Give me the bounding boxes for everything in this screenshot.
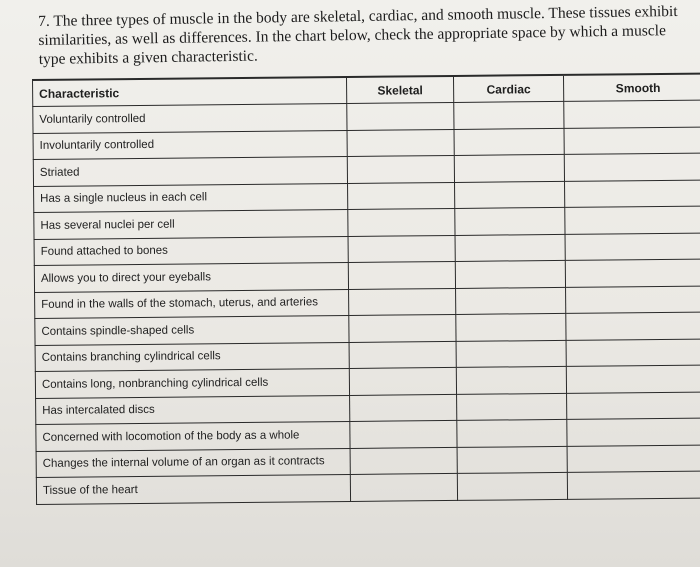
checkbox-cell-skeletal[interactable] <box>348 235 455 263</box>
checkbox-cell-skeletal[interactable] <box>349 341 456 369</box>
checkbox-cell-smooth[interactable] <box>565 206 700 234</box>
question-text: 7. The three types of muscle in the body are skeletal, cardiac, and smooth muscle. These tissues exhibit similarities, as well as differences. In the chart below, check the appropriate space by which a muscle type exhibits a given characteristic. <box>38 2 678 68</box>
checkbox-cell-cardiac[interactable] <box>457 472 567 500</box>
checkbox-cell-cardiac[interactable] <box>456 340 566 368</box>
characteristic-cell: Changes the internal volume of an organ as it contracts <box>36 448 350 478</box>
characteristic-cell: Contains long, nonbranching cylindrical cells <box>35 368 349 398</box>
checkbox-cell-skeletal[interactable] <box>350 420 457 448</box>
checkbox-cell-smooth[interactable] <box>566 312 700 340</box>
checkbox-cell-skeletal[interactable] <box>350 394 457 422</box>
checkbox-cell-cardiac[interactable] <box>455 207 565 235</box>
checkbox-cell-cardiac[interactable] <box>454 128 564 156</box>
checkbox-cell-cardiac[interactable] <box>455 260 565 288</box>
characteristic-cell: Tissue of the heart <box>36 474 350 504</box>
checkbox-cell-smooth[interactable] <box>566 338 700 366</box>
checkbox-cell-skeletal[interactable] <box>348 208 455 236</box>
checkbox-cell-cardiac[interactable] <box>457 446 567 474</box>
checkbox-cell-skeletal[interactable] <box>348 182 455 210</box>
checkbox-cell-cardiac[interactable] <box>456 313 566 341</box>
characteristic-cell: Contains branching cylindrical cells <box>35 342 349 372</box>
checkbox-cell-skeletal[interactable] <box>347 102 454 130</box>
checkbox-cell-cardiac[interactable] <box>455 181 565 209</box>
checkbox-cell-smooth[interactable] <box>565 232 700 260</box>
checkbox-cell-smooth[interactable] <box>565 259 700 287</box>
muscle-characteristics-table <box>32 72 700 504</box>
characteristic-cell: Found in the walls of the stomach, uterus, and arteries <box>35 289 349 319</box>
checkbox-cell-cardiac[interactable] <box>454 101 564 129</box>
header-characteristic: Characteristic <box>33 77 347 107</box>
characteristic-cell: Found attached to bones <box>34 236 348 266</box>
header-skeletal: Skeletal <box>346 76 453 104</box>
checkbox-cell-smooth[interactable] <box>567 418 700 446</box>
checkbox-cell-cardiac[interactable] <box>456 287 566 315</box>
checkbox-cell-skeletal[interactable] <box>349 367 456 395</box>
checkbox-cell-skeletal[interactable] <box>347 155 454 183</box>
header-smooth: Smooth <box>563 73 700 101</box>
characteristic-cell: Allows you to direct your eyeballs <box>34 262 348 292</box>
checkbox-cell-cardiac[interactable] <box>457 393 567 421</box>
characteristic-cell: Striated <box>33 156 347 186</box>
header-cardiac: Cardiac <box>453 75 563 103</box>
checkbox-cell-skeletal[interactable] <box>348 261 455 289</box>
checkbox-cell-cardiac[interactable] <box>455 234 565 262</box>
characteristic-cell: Has several nuclei per cell <box>34 209 348 239</box>
checkbox-cell-smooth[interactable] <box>567 444 700 472</box>
table-body <box>33 100 700 504</box>
characteristic-cell: Contains spindle-shaped cells <box>35 315 349 345</box>
characteristic-cell: Has intercalated discs <box>36 395 350 425</box>
characteristic-cell: Involuntarily controlled <box>33 130 347 160</box>
checkbox-cell-smooth[interactable] <box>564 153 700 181</box>
characteristic-cell: Voluntarily controlled <box>33 103 347 133</box>
checkbox-cell-skeletal[interactable] <box>349 314 456 342</box>
checkbox-cell-smooth[interactable] <box>566 365 700 393</box>
checkbox-cell-smooth[interactable] <box>564 100 700 128</box>
checkbox-cell-smooth[interactable] <box>564 126 700 154</box>
checkbox-cell-skeletal[interactable] <box>347 129 454 157</box>
checkbox-cell-skeletal[interactable] <box>349 288 456 316</box>
checkbox-cell-smooth[interactable] <box>566 285 700 313</box>
checkbox-cell-skeletal[interactable] <box>350 473 457 501</box>
checkbox-cell-smooth[interactable] <box>567 471 700 499</box>
checkbox-cell-skeletal[interactable] <box>350 447 457 475</box>
checkbox-cell-cardiac[interactable] <box>457 419 567 447</box>
checkbox-cell-cardiac[interactable] <box>456 366 566 394</box>
table-row <box>36 471 700 504</box>
checkbox-cell-smooth[interactable] <box>567 391 700 419</box>
muscle-chart-table-container <box>32 72 700 504</box>
checkbox-cell-smooth[interactable] <box>565 179 700 207</box>
checkbox-cell-cardiac[interactable] <box>454 154 564 182</box>
characteristic-cell: Concerned with locomotion of the body as a whole <box>36 421 350 451</box>
characteristic-cell: Has a single nucleus in each cell <box>34 183 348 213</box>
